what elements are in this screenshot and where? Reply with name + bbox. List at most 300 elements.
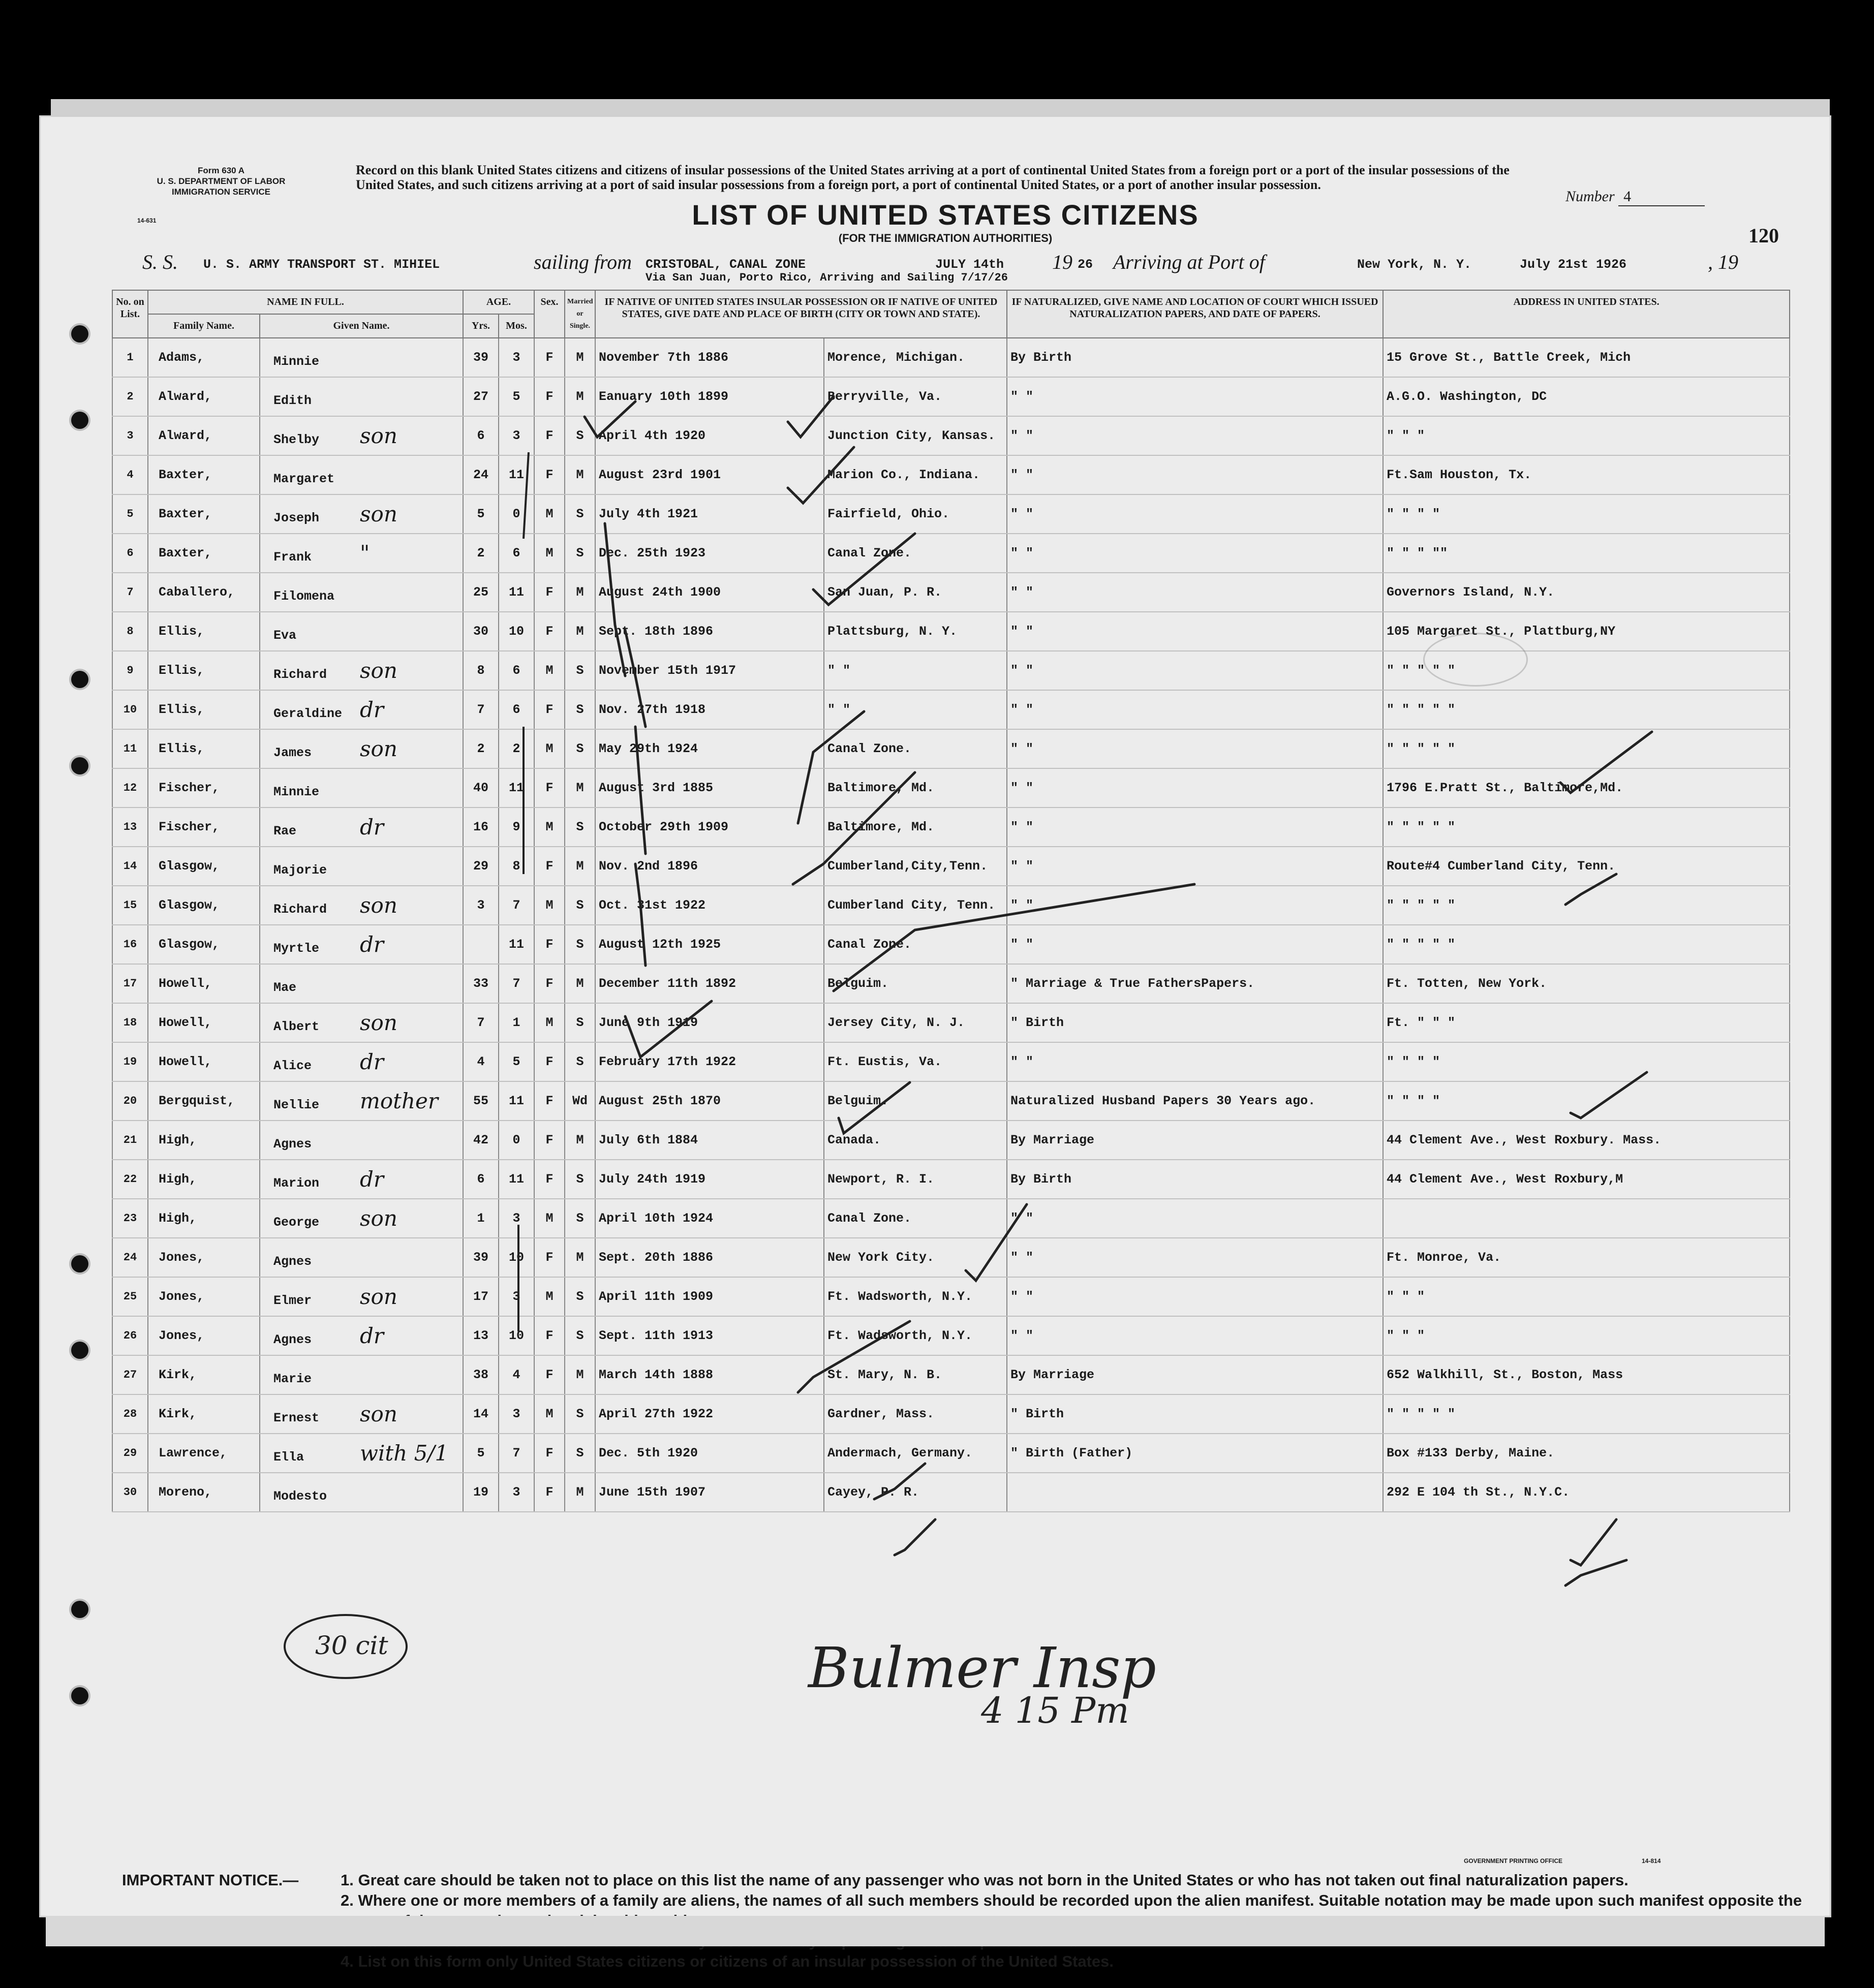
naturalization-info: By Birth	[1007, 1160, 1383, 1199]
birth-date: June 15th 1907	[595, 1473, 824, 1512]
given-name-text: Rae	[273, 824, 297, 838]
age-months: 3	[499, 1473, 534, 1512]
age-months: 7	[499, 1434, 534, 1473]
table-row	[112, 534, 1790, 573]
row-number: 25	[112, 1277, 148, 1316]
table-row	[112, 886, 1790, 925]
faint-stamp	[1423, 633, 1528, 687]
birth-place: Belguim.	[824, 1081, 1007, 1121]
given-name-text: Ernest	[273, 1411, 320, 1425]
age-years	[463, 925, 499, 964]
naturalization-info	[1007, 1473, 1383, 1512]
given-name	[260, 1121, 463, 1160]
age-months: 3	[499, 416, 534, 455]
age-years: 4	[463, 1042, 499, 1081]
page-subtitle: (FOR THE IMMIGRATION AUTHORITIES)	[838, 232, 1053, 244]
header-instructions: Record on this blank United States citizens and citizens of insular possessions of the United States arriving at a port of continental United States from a foreign port or a port of the insular possessions of the United States, and such citizens arriving at a port of said insular possessions from a foreign port, a port of continental United States, or a port of another insular possession.	[356, 163, 1510, 192]
given-name-text: Eva	[273, 628, 297, 643]
marital-status: M	[565, 573, 595, 612]
table-row	[112, 1473, 1790, 1512]
age-years: 1	[463, 1199, 499, 1238]
birth-date: Dec. 25th 1923	[595, 534, 824, 573]
given-name-text: Richard	[273, 667, 327, 682]
us-address: " " " " "	[1383, 1394, 1790, 1434]
marital-status: M	[565, 768, 595, 807]
sailing-date: JULY 14th	[935, 257, 1004, 272]
table-row	[112, 964, 1790, 1003]
table-row	[112, 1160, 1790, 1199]
row-number: 5	[112, 494, 148, 534]
birth-date: Eanuary 10th 1899	[595, 377, 824, 416]
given-name-text: Marion	[273, 1176, 320, 1191]
birth-place: Canada.	[824, 1121, 1007, 1160]
marital-status: S	[565, 494, 595, 534]
us-address: 15 Grove St., Battle Creek, Mich	[1383, 338, 1790, 377]
family-name: Baxter,	[148, 494, 260, 534]
naturalization-info: By Marriage	[1007, 1355, 1383, 1394]
page-edge-bottom	[46, 1916, 1825, 1946]
marital-status: S	[565, 1394, 595, 1434]
passenger-table	[112, 290, 1790, 1512]
family-name: Fischer,	[148, 807, 260, 847]
handwritten-relation-note: with 5/1	[360, 1441, 449, 1466]
birth-date: Sept. 18th 1896	[595, 612, 824, 651]
family-name: Howell,	[148, 964, 260, 1003]
handwritten-relation-note: dr	[360, 1167, 384, 1192]
age-months: 7	[499, 886, 534, 925]
birth-place: Morence, Michigan.	[824, 338, 1007, 377]
age-years: 13	[463, 1316, 499, 1355]
birth-place: Fairfield, Ohio.	[824, 494, 1007, 534]
row-number: 22	[112, 1160, 148, 1199]
given-name	[260, 925, 463, 964]
table-row	[112, 768, 1790, 807]
naturalization-info: " "	[1007, 377, 1383, 416]
row-number: 3	[112, 416, 148, 455]
age-months: 10	[499, 1316, 534, 1355]
given-name-text: Shelby	[273, 432, 320, 447]
col-address: ADDRESS IN UNITED STATES.	[1383, 290, 1790, 338]
sex: F	[534, 1160, 565, 1199]
table-row	[112, 925, 1790, 964]
age-years: 5	[463, 494, 499, 534]
age-months: 11	[499, 768, 534, 807]
marital-status: M	[565, 1121, 595, 1160]
col-mos: Mos.	[499, 314, 534, 338]
marital-status: S	[565, 1042, 595, 1081]
us-address: " " " ""	[1383, 534, 1790, 573]
table-row	[112, 494, 1790, 534]
family-name: Ellis,	[148, 690, 260, 729]
naturalization-info: " "	[1007, 729, 1383, 768]
birth-place: Canal Zone.	[824, 729, 1007, 768]
row-number: 15	[112, 886, 148, 925]
given-name	[260, 886, 463, 925]
row-number: 21	[112, 1121, 148, 1160]
age-years: 40	[463, 768, 499, 807]
col-married: Married or Single.	[565, 290, 595, 338]
row-number: 29	[112, 1434, 148, 1473]
table-row	[112, 1199, 1790, 1238]
family-name: Kirk,	[148, 1394, 260, 1434]
sex: M	[534, 534, 565, 573]
table-row	[112, 651, 1790, 690]
table-row	[112, 377, 1790, 416]
given-name-text: Margaret	[273, 472, 335, 486]
handwritten-relation-note: son	[360, 1402, 397, 1426]
given-name	[260, 455, 463, 494]
age-months: 6	[499, 651, 534, 690]
birth-date: Nov. 27th 1918	[595, 690, 824, 729]
sex: F	[534, 1473, 565, 1512]
naturalization-info: " "	[1007, 690, 1383, 729]
age-years: 30	[463, 612, 499, 651]
marital-status: S	[565, 1434, 595, 1473]
us-address: 44 Clement Ave., West Roxbury,M	[1383, 1160, 1790, 1199]
us-address: Ft.Sam Houston, Tx.	[1383, 455, 1790, 494]
sex: F	[534, 847, 565, 886]
page-title: LIST OF UNITED STATES CITIZENS	[692, 199, 1199, 231]
birth-place: Cumberland,City,Tenn.	[824, 847, 1007, 886]
age-years: 7	[463, 690, 499, 729]
us-address: " " " "	[1383, 494, 1790, 534]
naturalization-info: " Birth	[1007, 1003, 1383, 1042]
sex: F	[534, 377, 565, 416]
given-name-text: Alice	[273, 1059, 312, 1073]
us-address: 1796 E.Pratt St., Baltimore,Md.	[1383, 768, 1790, 807]
birth-place: Ft. Wadsworth, N.Y.	[824, 1277, 1007, 1316]
row-number: 19	[112, 1042, 148, 1081]
naturalization-info: By Marriage	[1007, 1121, 1383, 1160]
col-no: No. on List.	[112, 290, 148, 338]
row-number: 7	[112, 573, 148, 612]
birth-date: July 4th 1921	[595, 494, 824, 534]
family-name: High,	[148, 1121, 260, 1160]
table-row	[112, 690, 1790, 729]
col-birth: IF NATIVE OF UNITED STATES INSULAR POSSESSION OR IF NATIVE OF UNITED STATES, GIVE DATE AND PLACE OF BIRTH (CITY OR TOWN AND STATE).	[595, 290, 1007, 338]
sex: F	[534, 612, 565, 651]
family-name: Kirk,	[148, 1355, 260, 1394]
birth-date: July 24th 1919	[595, 1160, 824, 1199]
birth-date: June 9th 1919	[595, 1003, 824, 1042]
birth-place: Newport, R. I.	[824, 1160, 1007, 1199]
birth-date: Oct. 31st 1922	[595, 886, 824, 925]
birth-place: San Juan, P. R.	[824, 573, 1007, 612]
table-row	[112, 1081, 1790, 1121]
age-months: 7	[499, 964, 534, 1003]
birth-date: April 10th 1924	[595, 1199, 824, 1238]
marital-status: S	[565, 1199, 595, 1238]
family-name: Glasgow,	[148, 925, 260, 964]
col-age: AGE.	[463, 290, 534, 314]
age-months: 11	[499, 573, 534, 612]
us-address	[1383, 1199, 1790, 1238]
us-address: 105 Margaret St., Plattburg,NY	[1383, 612, 1790, 651]
age-years: 25	[463, 573, 499, 612]
family-name: Jones,	[148, 1277, 260, 1316]
sex: F	[534, 1355, 565, 1394]
age-months: 11	[499, 1081, 534, 1121]
row-number: 14	[112, 847, 148, 886]
birth-date: August 23rd 1901	[595, 455, 824, 494]
row-number: 4	[112, 455, 148, 494]
age-months: 4	[499, 1355, 534, 1394]
birth-date: August 12th 1925	[595, 925, 824, 964]
binder-hole	[71, 671, 88, 688]
birth-date: April 11th 1909	[595, 1277, 824, 1316]
sex: F	[534, 573, 565, 612]
sex: M	[534, 886, 565, 925]
sex: F	[534, 416, 565, 455]
sex: M	[534, 1394, 565, 1434]
given-name	[260, 1160, 463, 1199]
table-row	[112, 847, 1790, 886]
age-years: 33	[463, 964, 499, 1003]
family-name: Glasgow,	[148, 847, 260, 886]
age-months: 6	[499, 534, 534, 573]
birth-date: November 15th 1917	[595, 651, 824, 690]
birth-place: Ft. Eustis, Va.	[824, 1042, 1007, 1081]
family-name: Jones,	[148, 1238, 260, 1277]
ship-name: U. S. ARMY TRANSPORT ST. MIHIEL	[203, 257, 440, 272]
marital-status: M	[565, 377, 595, 416]
age-years: 39	[463, 338, 499, 377]
birth-date: April 27th 1922	[595, 1394, 824, 1434]
given-name	[260, 573, 463, 612]
age-years: 3	[463, 886, 499, 925]
arrival-port: New York, N. Y.	[1357, 257, 1472, 272]
given-name	[260, 1355, 463, 1394]
us-address: Box #133 Derby, Maine.	[1383, 1434, 1790, 1473]
us-address: " " " " "	[1383, 886, 1790, 925]
row-number: 6	[112, 534, 148, 573]
birth-date: April 4th 1920	[595, 416, 824, 455]
marital-status: M	[565, 612, 595, 651]
binder-hole	[71, 412, 88, 429]
us-address: 292 E 104 th St., N.Y.C.	[1383, 1473, 1790, 1512]
us-address: 652 Walkhill, St., Boston, Mass	[1383, 1355, 1790, 1394]
marital-status: S	[565, 729, 595, 768]
binder-hole	[71, 757, 88, 774]
age-months: 11	[499, 925, 534, 964]
naturalization-info: " "	[1007, 925, 1383, 964]
marital-status: S	[565, 416, 595, 455]
given-name	[260, 338, 463, 377]
birth-date: March 14th 1888	[595, 1355, 824, 1394]
col-sex: Sex.	[534, 290, 565, 338]
us-address: " " " " "	[1383, 651, 1790, 690]
marital-status: S	[565, 1160, 595, 1199]
naturalization-info: " "	[1007, 455, 1383, 494]
handwritten-relation-note: son	[360, 736, 397, 761]
row-number: 24	[112, 1238, 148, 1277]
handwritten-relation-note: dr	[360, 815, 384, 840]
circled-annotation: 30 cit	[315, 1631, 388, 1660]
row-number: 18	[112, 1003, 148, 1042]
us-address: Ft. Monroe, Va.	[1383, 1238, 1790, 1277]
naturalization-info: " "	[1007, 1316, 1383, 1355]
arrival-date: July 21st 1926	[1520, 257, 1627, 272]
birth-place: Cumberland City, Tenn.	[824, 886, 1007, 925]
age-years: 29	[463, 847, 499, 886]
naturalization-info: " Birth (Father)	[1007, 1434, 1383, 1473]
given-name-text: Richard	[273, 902, 327, 917]
birth-place: Jersey City, N. J.	[824, 1003, 1007, 1042]
family-name: Glasgow,	[148, 886, 260, 925]
sex: M	[534, 1277, 565, 1316]
age-years: 5	[463, 1434, 499, 1473]
family-name: Baxter,	[148, 455, 260, 494]
us-address: " " "	[1383, 416, 1790, 455]
age-months: 5	[499, 377, 534, 416]
naturalization-info: " "	[1007, 612, 1383, 651]
naturalization-info: " "	[1007, 807, 1383, 847]
printer-mark: GOVERNMENT PRINTING OFFICE	[1464, 1857, 1563, 1865]
sex: F	[534, 925, 565, 964]
age-months: 10	[499, 1238, 534, 1277]
row-number: 2	[112, 377, 148, 416]
sex: F	[534, 768, 565, 807]
age-months: 2	[499, 729, 534, 768]
given-name	[260, 1042, 463, 1081]
inspector-signature: Bulmer Insp	[808, 1635, 1156, 1700]
given-name	[260, 612, 463, 651]
naturalization-info: " Birth	[1007, 1394, 1383, 1434]
given-name	[260, 1238, 463, 1277]
age-months: 6	[499, 690, 534, 729]
table-row	[112, 1394, 1790, 1434]
given-name-text: Geraldine	[273, 706, 343, 721]
age-months: 3	[499, 338, 534, 377]
marital-status: S	[565, 1316, 595, 1355]
us-address: " " " "	[1383, 1081, 1790, 1121]
handwritten-relation-note: dr	[360, 932, 384, 957]
marital-status: S	[565, 925, 595, 964]
naturalization-info: " "	[1007, 1042, 1383, 1081]
marital-status: Wd	[565, 1081, 595, 1121]
naturalization-info: Naturalized Husband Papers 30 Years ago.	[1007, 1081, 1383, 1121]
sailing-port: CRISTOBAL, CANAL ZONE	[646, 257, 806, 272]
table-row	[112, 1238, 1790, 1277]
given-name-text: James	[273, 746, 312, 760]
age-months: 8	[499, 847, 534, 886]
table-row	[112, 1277, 1790, 1316]
family-name: Caballero,	[148, 573, 260, 612]
naturalization-info: " "	[1007, 494, 1383, 534]
marital-status: M	[565, 1473, 595, 1512]
age-years: 8	[463, 651, 499, 690]
marital-status: M	[565, 455, 595, 494]
us-address: " " " " "	[1383, 807, 1790, 847]
sex: F	[534, 964, 565, 1003]
age-years: 38	[463, 1355, 499, 1394]
given-name-text: Filomena	[273, 589, 335, 604]
table-row	[112, 1355, 1790, 1394]
marital-status: S	[565, 534, 595, 573]
sex: F	[534, 1042, 565, 1081]
birth-date: October 29th 1909	[595, 807, 824, 847]
row-number: 27	[112, 1355, 148, 1394]
binder-hole	[71, 1255, 88, 1272]
birth-place: Junction City, Kansas.	[824, 416, 1007, 455]
table-row	[112, 1434, 1790, 1473]
handwritten-relation-note: "	[360, 541, 370, 566]
handwritten-relation-note: dr	[360, 697, 384, 722]
given-name	[260, 729, 463, 768]
naturalization-info: " "	[1007, 1277, 1383, 1316]
sex: M	[534, 729, 565, 768]
us-address: 44 Clement Ave., West Roxbury. Mass.	[1383, 1121, 1790, 1160]
sex: F	[534, 1238, 565, 1277]
birth-place: Berryville, Va.	[824, 377, 1007, 416]
family-name: Ellis,	[148, 651, 260, 690]
col-family: Family Name.	[148, 314, 260, 338]
family-name: High,	[148, 1160, 260, 1199]
marital-status: M	[565, 1238, 595, 1277]
given-name	[260, 1394, 463, 1434]
age-years: 55	[463, 1081, 499, 1121]
family-name: Alward,	[148, 377, 260, 416]
given-name-text: Ella	[273, 1450, 304, 1465]
birth-date: November 7th 1886	[595, 338, 824, 377]
birth-date: Dec. 5th 1920	[595, 1434, 824, 1473]
marital-status: S	[565, 807, 595, 847]
given-name	[260, 534, 463, 573]
sex: F	[534, 338, 565, 377]
notice-item: 1. Great care should be taken not to place on this list the name of any passenger who was not born in the United States or who has not taken out final naturalization papers.	[341, 1871, 1629, 1889]
sex: M	[534, 1199, 565, 1238]
table-row	[112, 729, 1790, 768]
us-address: " " " " "	[1383, 690, 1790, 729]
naturalization-info: " "	[1007, 886, 1383, 925]
handwritten-relation-note: son	[360, 658, 397, 683]
list-number: Number 4	[1565, 188, 1705, 206]
age-years: 14	[463, 1394, 499, 1434]
naturalization-info: " "	[1007, 534, 1383, 573]
given-name-text: Myrtle	[273, 941, 320, 956]
birth-date: May 29th 1924	[595, 729, 824, 768]
given-name	[260, 1081, 463, 1121]
list-number-value: 4	[1618, 188, 1705, 206]
handwritten-relation-note: son	[360, 1284, 397, 1309]
given-name-text: George	[273, 1215, 320, 1230]
birth-place: Plattsburg, N. Y.	[824, 612, 1007, 651]
age-years: 42	[463, 1121, 499, 1160]
given-name-text: Nellie	[273, 1098, 320, 1112]
birth-place: New York City.	[824, 1238, 1007, 1277]
family-name: Baxter,	[148, 534, 260, 573]
page-edge-top	[51, 99, 1830, 119]
family-name: Adams,	[148, 338, 260, 377]
given-name	[260, 377, 463, 416]
row-number: 13	[112, 807, 148, 847]
col-name: NAME IN FULL.	[148, 290, 463, 314]
table-row	[112, 416, 1790, 455]
given-name	[260, 1199, 463, 1238]
birth-place: Gardner, Mass.	[824, 1394, 1007, 1434]
birth-date: Sept. 11th 1913	[595, 1316, 824, 1355]
handwritten-relation-note: mother	[360, 1089, 438, 1113]
sex: F	[534, 1316, 565, 1355]
row-number: 16	[112, 925, 148, 964]
marital-status: M	[565, 847, 595, 886]
marital-status: S	[565, 1003, 595, 1042]
notice-item: 4. List on this form only United States citizens or citizens of an insular possession of the United States.	[341, 1952, 1114, 1970]
family-name: Fischer,	[148, 768, 260, 807]
age-months: 3	[499, 1394, 534, 1434]
row-number: 20	[112, 1081, 148, 1121]
family-name: Alward,	[148, 416, 260, 455]
